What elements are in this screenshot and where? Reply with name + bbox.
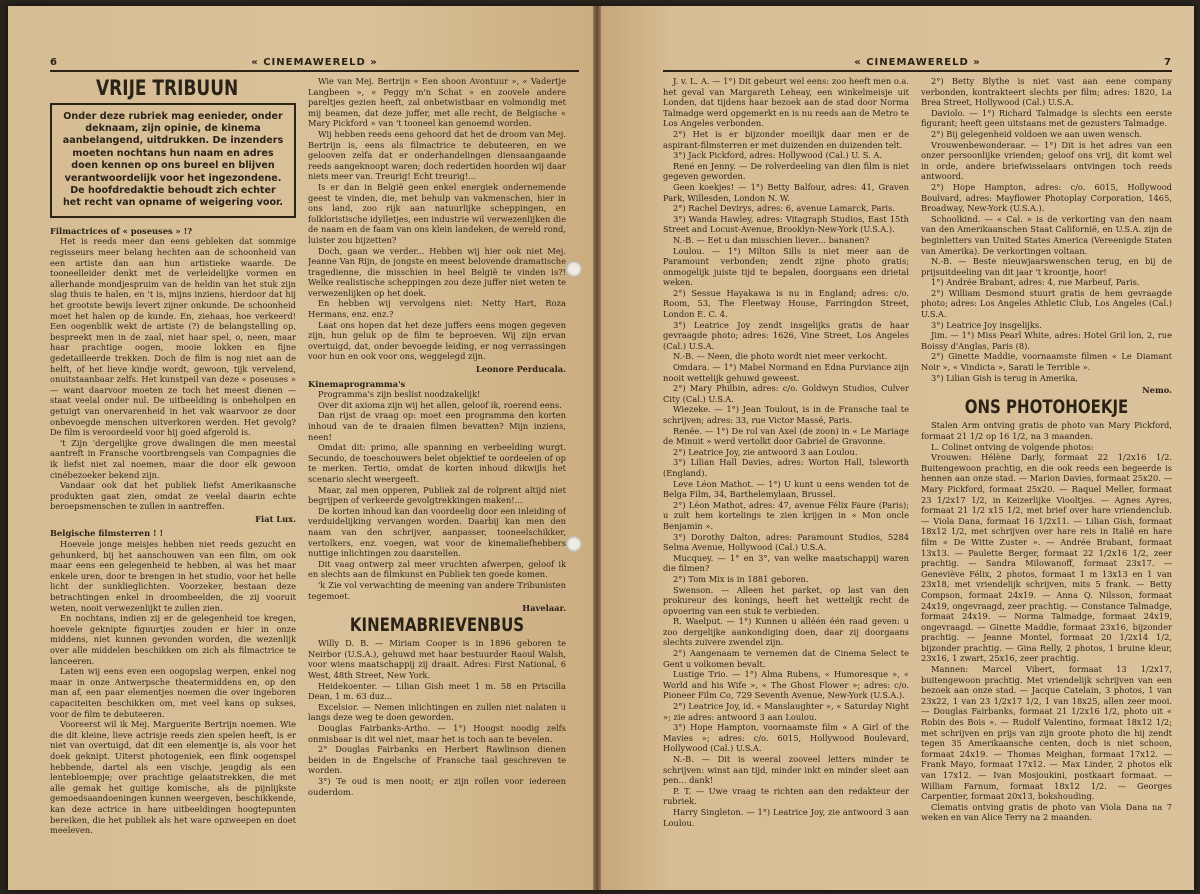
letter-answer: 3°) Jack Pickford, adres: Hollywood (Cal.) U. S. A. (673, 150, 882, 161)
letter-answer: 2°) Mary Philbin, adres: c/o. Goldwyn Studios, Culver City (Cal.) U.S.A. (663, 383, 909, 404)
paragraph: En nochtans, indien zij er de gelegenheid toe kregen, hoevele geknipte figuurtjes zouden er hier in onze middens, niet kunnen gevonden worden, die wezenlijk over alle middelen beschikken om zich als filmactrice te lanceeren. (50, 613, 296, 666)
letter-answer: Geen koekjes! — 1°) Betty Balfour, adres: 41, Graven Park, Willesden, London N. W. (663, 181, 909, 203)
letter-answer: Daviolo. — 1°) Richard Talmadge is slechts een eerste figurant; heeft geen uitstaans met de gezusters Talmadge. (921, 107, 1172, 129)
paragraph: Mannen: Marcel Vibert, formaat 13 1/2x17, buitengewoon prachtig. Met vriendelijk schrijven van een bezoek aan onze stad. — Jacque Catelain, 3 photos, 1 van 23x22, 1 van 23 1/2x17 1/2, 1 van 18x25, allen zeer mooi. — Douglas Fairbanks, formaat 21 1/2x16 1/2, photo uit « Robin des Bois ». — Rudolf Valentino, formaat 18x12 1/2; met schrijven en prijs van zijn groote photo die hij zendt tegen 35 Amerikaansche centen, doch is niet schoon, formaat 24x19. — Thomas Meighan, formaat 17x12. — Frank Mayo, formaat 17x12. — Max Linder, 2 photos elk van 17x12. — Ivan Mosjoukini, postkaart formaat. — William Farnum, formaat 18x12 1/2. — Georges Carpentier, formaat 20x13, bokshouding. (921, 664, 1172, 802)
running-header-left (50, 52, 579, 72)
paragraph: Wie van Mej. Bertrijn « Een shoon Avontuur », « Vadertje Langbeen », « Peggy m'n Schat » en zoovele andere pareltjes gezien heeft, zal onbetwistbaar en volmondig met mij beamen, dat deze juffer, met alle recht, de Belgische « Mary Pickford » van 't tooneel kan genoemd worden. (308, 76, 566, 129)
article-subtitle: Belgische filmsterren ! ! (50, 528, 164, 539)
letter-answer: Renée. — 1°) De rol van Axel (de zoon) in « Le Mariage de Minuit » werd vertolkt door Gabriel de Gravonne. (663, 425, 909, 447)
kinemabrievenbus-title: KINEMABRIEVENBUS (349, 613, 525, 636)
paragraph: Programma's zijn beslist noodzakelijk! (318, 389, 481, 400)
letter-answer: N.-B. — Eet u dan misschien liever... bananen? (673, 234, 870, 245)
letter-answer: Leve Léon Mathot. — 1°) U kunt u eens wenden tot de Belga Film, 34, Barthelemylaan, Brussel. (663, 478, 909, 500)
page-gutter (593, 6, 601, 890)
page-number-left: 6 (50, 57, 58, 68)
letter-answer: 1°) Andrée Brabant, adres: 4, rue Marbeuf, Paris. (931, 277, 1140, 288)
letter-answer: N.-B. — Dit is weeral zooveel letters minder te schrijven: winst aan tijd, minder inkt en minder sleet aan pen... dank! (663, 754, 909, 786)
running-header-right (663, 52, 1172, 72)
left-page (8, 6, 593, 890)
paragraph: Clematis ontving gratis de photo van Viola Dana na 7 weken en van Alice Terry na 2 maanden. (921, 801, 1172, 823)
letter-answer: 3°) Hope Hampton, voornaamste film « A Girl of the Mavies »; adres: c/o. 6015, Hollywood Boulevard, Hollywood (Cal.) U.S.A. (663, 722, 909, 754)
article-subtitle: Kinemaprogramma's (308, 378, 406, 389)
letter-answer: 3°) Leatrice Joy zendt insgelijks gratis de haar gevraagde photo; adres: 1626, Vine Street, Los Angeles (Cal.) U.S.A. (663, 319, 909, 351)
letter-answer: Jim. — 1°) Miss Pearl White, adres: Hotel Gril lon, 2, rue Boissy d'Anglas, Paris (8). (921, 330, 1172, 351)
letter-answer: Omdara. — 1°) Mabel Normand en Edna Purviance zijn nooit wettelijk gehuwd geweest. (663, 362, 909, 383)
paragraph: Vooreerst wil ik Mej. Marguerite Bertrijn noemen. Wie die dit kleine, lieve actrisje reeds zien spelen heeft, is er niet van overtuigd, dat dit een elementje is, als voor het doek geknipt. Uiterst photogeniek, een flink oogenspel hebbende, dartel als een vischje, jeugdig als een lentebloempje; over prachtige gelaatstrekken, die met alle gemak het guitige komische, als de pijnlijkste gemoedsaandoeningen kunnen weergeven, beschikkende, kan deze actrice in hare uitbeeldingen hoogtepunten bereiken, die het publiek als het ware opzweepen en doet meeleven. (50, 719, 296, 836)
binding-hole (566, 261, 582, 277)
letter-answer: N.-B. — Neen, die photo wordt niet meer verkocht. (673, 351, 888, 362)
binding-hole (566, 536, 582, 552)
letter-answer: P. T. — Uwe vraag te richten aan den redakteur der rubriek. (663, 785, 909, 807)
paragraph: De korten inhoud kan dan voordeelig door een inleiding of verduidelijking vervangen worden. Daarbij kan men den naam van den schrijver, aanpasser, tooneelschikker, vertolkers, enz. voegen, wat voor de kinemaliefhebbers nuttige inlichtingen zou daarstellen. (308, 505, 566, 559)
paragraph: Laten wij eens even een oogopslag werpen, enkel nog maar in onze Antwerpsche theatermiddens en, op den man af, een paar elementjes noemen die over ingeboren capaciteiten beschikken om, met veel kans op sukses, voor de film te debuteeren. (50, 666, 296, 719)
page-number-right: 7 (1164, 57, 1172, 68)
signature: Leonore Perducala. (475, 364, 566, 375)
letter-answer: N.-B. — Beste nieuwjaarswenschen terug, en bij de prijsuitdeeling van dit jaar 't kroontje, hoor! (921, 256, 1172, 277)
letter-answer: 2° Douglas Fairbanks en Herbert Rawlinson dienen beiden in de Engelsche of Fransche taal geschreven te worden. (308, 744, 566, 776)
paragraph: Over dit axioma zijn wij het allen, geloof ik, roerend eens. (318, 399, 562, 410)
letter-answer: Schoolkind. — « Cal. » is de verkorting van den naam van den Amerikaanschen Staat Californië, en U.S.A. zijn de beginletters van United States America (Vereenigde Staten van Amerika). De verkortingen voltaan. (921, 213, 1172, 256)
tribune-notice-box: Onder deze rubriek mag eenieder, onder deknaam, zijn opinie, de kinema aanbelangend, uitdrukken. De inzenders moeten nochtans hun naam en adres doen kennen op ons bureel en blijven verantwoordelijk voor het ingezondene. De hoofdredaktie behoudt zich echter het recht van opname of weigering voor. (50, 103, 296, 218)
letter-answer: 2°) Aangenaam te vernemen dat de Cinema Select te Gent u volkomen bevalt. (663, 648, 909, 669)
letter-answer: Swenson. — Alleen het parket, op last van den prokureur des konings, heeft het wettelijk recht de opvoering van een stuk te verbieden. (663, 584, 909, 616)
paragraph: 't Zijn 'dergelijke grove dwalingen die men meestal aantreft in Fransche voortbrengsels van Compagnies die ik liefst niet zal noemen, maar die door elk gewoon cinébezoeker bekend zijn. (50, 437, 296, 480)
letter-answer: 2°) Ginette Maddie, voornaamste filmen « Le Diamant Noir », « Vindicta », Sarati le Terrible ». (921, 351, 1172, 373)
letter-answer: Loulou. — 1°) Milton Sills is niet meer aan de Paramount verbonden; zendt zijne photo gratis; onmogelijk juiste tijd te bepalen, doorgaans een drietal weken. (663, 245, 909, 288)
ons-photohoekje-title: ONS PHOTOHOEKJE (964, 395, 1129, 418)
letter-answer: Willy D. B. — Miriam Cooper is in 1896 geboren te Neirbor (U.S.A.), gehuwd met haar bestuurder Raoul Walsh, voor wiens maatschappij zij draait. Adres: First National, 6 West, 48th Street, New York. (308, 638, 566, 681)
letter-answer: 2°) Leatrice Joy, zie antwoord 3 aan Loulou. (673, 446, 858, 457)
paragraph: Is er dan in België geen enkel energiek ondernemende geest te vinden, die, met behulp van vakmenschen, hier in ons land, zoo rijk aan natuurlijke scheppingen, en folkloristische idylletjes, een industrie wil verwezenlijken die de naam en de faam van ons klein landeken, de wereld rond, luister zou bijzetten? (308, 181, 566, 245)
letter-answer: 3°) Dorothy Dalton, adres: Paramount Studios, 5284 Selma Avenue, Hollywood (Cal.) U.S.A. (663, 531, 909, 553)
paragraph: Stalen Arm ontving gratis de photo van Mary Pickford, formaat 21 1/2 op 16 1/2, na 3 maanden. (921, 420, 1172, 441)
paragraph: Vandaar ook dat het publiek liefst Amerikaansche produkten gaat zien, omdat ze veelal daarin echte beroepsmenschen te zullen in aantreffen. (50, 480, 296, 512)
magazine-spread (8, 6, 1194, 890)
letter-answer: 3°) Leatrice Joy insgelijks. (931, 319, 1042, 330)
letter-answer: 2°) Leatrice Joy, id. « Manslaughter », « Saturday Night »; zie adres: antwoord 3 aan Loulou. (663, 701, 909, 722)
letter-answer: René en Jenny. — De rolverdeeling van dien film is niet gegeven geworden. (663, 160, 909, 182)
letter-answer: Harry Singleton. — 1°) Leatrice Joy, zie antwoord 3 aan Loulou. (663, 806, 909, 828)
letter-answer: Excelsior. — Nemen inlichtingen en zullen niet nalaten u langs deze weg te doen geworden. (308, 701, 566, 723)
paragraph: Doch, gaan we verder... Hebben wij hier ook niet Mej. Jeanne Van Rijn, de jongste en meest belovende dramatische tragedienne, die misschien in heel België te vinden is?! Welke realistische scheppingen zou deze juffer niet weten te verwezenlijken op het doek. (308, 245, 566, 298)
paragraph: Het is reeds meer dan eens gebleken dat sommige regisseurs meer belang hechten aan de schoonheid van een artiste dan aan hun artistieke waarde. De tooneelleider denkt met de verleidelijke vormen en allerhande mondjespruim van de heldin van het stuk zijn slag thuis te halen, en 't is, mijns inziens, hierdoor dat hij het grootste bewijs levert zijner onkunde. De schoonheid moet het halen op de kunde. En, ziehaas, hoe verkeerd! Een oogenblik wekt de artiste (?) de belangstelling op, bespreekt men in de zaal, niet haar spel, o, neen, maar haar prachtige oogen, mooie lokken en fijne gedetailleerde trekken. Doch de film is nog niet aan de helft, of het lieve kindje wordt, gewoon, tijk vervelend, onuitstaanbaar zelfs. Het kunstpeil van deze « poseuses » — want daarvoor moeten ze toch het meest dienen — staat veelal onder nul. De uitbeelding is onbeholpen en getuigt van onervarenheid in het vak waarvoor ze door onbevoegde menschen uitverkoren werden. Het gevolg? De film is veroordeeld voor hij goed afgerold is. (50, 236, 296, 438)
right-column-2 (921, 76, 1172, 882)
paragraph: Vrouwen: Hélène Darly, formaat 22 1/2x16 1/2. Buitengewoon prachtig, en die ook reeds een begeerde is hennen aan onze stad. — Marion Davies, formaat 25x20. — Mary Pickford, formaat 25x20. — Raquel Meller, formaat 23 1/2x17 1/2, in Keizerlijke Viooltjes. — Agnes Ayres, formaat 21 1/2 x15 1/2, met brief over hare vriendenclub. — Viola Dana, formaat 16 1/2x11. — Lilian Gish, formaat 18x12 1/2, met schrijven over hare reis in Italië en hare film « De Witte Zuster ». — Andrée Brabant, formaat 13x13. — Paulette Berger, formaat 22 1/2x16 1/2, zeer prachtig. — Sandra Milowanoff, formaat 23x17. — Geneviève Félix, 2 photos, formaat 1 m 13x13 en 1 van 23x18, met vriendelijk schrijven, mits 5 frank. — Betty Compson, formaat 24x19. — Anna Q. Nilsson, formaat 24x19, ongevraagd, zeer prachtig. — Constance Talmadge, formaat 24x19. — Norma Talmadge, formaat 24x19, ongevraagd. — Ginette Maddie, formaat 23x16, bijzonder prachtig. — Jeanne Montel, formaat 20 1/2x14 1/2, bijzonder prachtig. — Gina Relly, 2 photos, 1 bruine kleur, 23x16, 1 zwart, 25x16, zeer prachtig. (921, 452, 1172, 664)
paragraph: Dit vaag ontwerp zal meer vruchten afwerpen, geloof ik en slechts aan de filmkunst en Publiek ten goede komen. (308, 558, 566, 580)
letter-answer: 2°) Tom Mix is in 1881 geboren. (673, 573, 809, 584)
right-column-1 (663, 76, 909, 882)
letter-answer: Lustige Trio. — 1°) Alma Rubens, « Humoresque », « World and his Wife », « The Ghost Flower »; adres: c/o. Pioneer Film Co, 729 Seventh Avenue, New-York (U.S.A.). (663, 669, 909, 701)
signature: Fiat Lux. (255, 513, 296, 524)
letter-answer: Heidekoenter. — Lilian Gish meet 1 m. 58 en Priscilla Dean, 1 m. 63 duz... (308, 680, 566, 702)
letter-answer: 2°) Het is er bijzonder moeilijk daar men er de aspirant-filmsterren er met duizenden en duizenden telt. (663, 128, 909, 150)
letter-answer: Mucquey. — 1° en 3°, van welke maatschappij waren die filmen? (663, 552, 909, 574)
letter-answer: J. v. L. A. — 1°) Dit gebeurt wel eens: zoo heeft men o.a. het geval van Margareth Leheay, een winkelmeisje uit Londen, dat tijdens haar bezoek aan de stad door Norma Talmadge werd opgemerkt en is nu reeds aan de Metro te Los Angeles verbonden. (663, 76, 909, 129)
letter-answer: 3°) Wanda Hawley, adres: Vitagraph Studios, East 15th Street and Locust-Avenue, Brooklyn-New-York (U.S.A.). (663, 213, 909, 235)
signature: Nemo. (1142, 385, 1172, 396)
paragraph: Laat ons hopen dat het deze juffers eens mogen gegeven zijn, hun geluk op de film te beproeven. Wij zijn ervan overtuigd, dat, onder bevoegde leiding, er nog verrassingen voor hun en ook voor ons, weggelegd zijn. (308, 319, 566, 362)
letter-answer: 2°) William Desmond stuurt gratis de hem gevraagde photo; adres: Los Angeles Athletic Club, Los Angeles (Cal.) U.S.A. (921, 287, 1172, 320)
letter-answer: Vrouwenbewonderaar. — 1°) Dit is het adres van een onzer persoonlijke vrienden; geloof ons vrij, dit komt wel in orde, andere briefwisselaars ontvingen toch reeds antwoord. (921, 139, 1172, 182)
letter-answer: 3°) Lilian Hall Davies, adres: Worton Hall, Isleworth (England). (663, 457, 909, 478)
letter-answer: 3°) Te oud is men nooit; er zijn rollen voor iedereen ouderdom. (308, 776, 566, 797)
paragraph: Omdat dit: primo, alle spanning en verbeelding wurgt. Secundo, de toeschouwers belet objektief te oordeelen of op te merken. Tertio, omdat de korten inhoud dikwijls het scenario slecht weergeeft. (308, 442, 566, 484)
paragraph: Hoevele jonge meisjes hebben niet reeds gezucht en gehunkerd, bij het aanschouwen van een film, om ook maar eens een gelegenheid te hebben, al was het maar enkele uren, door te brengen in het studio, voor het helle licht der sunklieglichten. Voorzeker, bestaan deze betrachtingen enkel in droombeelden, die zij vooruit weten, nooit verwezenlijkt te zullen zien. (50, 539, 296, 613)
left-column-1 (50, 76, 296, 882)
letter-answer: 2°) Sessue Hayakawa is nu in England; adres: c/o. Room, 53, The Fleetway House, Farringdon Street, London E. C. 4. (663, 287, 909, 320)
letter-answer: 3°) Lilian Gish is terug in Amerika. (931, 372, 1078, 383)
letter-answer: 2°) Rachel Devirys, adres: 6, avenue Lamarck, Paris. (673, 203, 895, 214)
masthead-left: « CINEMAWERELD » (251, 57, 378, 68)
paragraph: Dan rijst de vraag op: moet een programma den korten inhoud van de te draaien filmen bevatten? Mijn inziens, neen! (308, 410, 566, 442)
paragraph: L. Colinet ontving de volgende photos: (931, 441, 1094, 452)
paragraph: Maar, zal men opperen, Publiek zal de rolprent altijd niet begrijpen of verkeerde gevolgtrekkingen maken!... (308, 484, 566, 506)
paragraph: 'k Zie vol verwachting de meening van andere Tribunisten tegemoet. (308, 579, 566, 601)
signature: Havelaar. (522, 603, 566, 614)
vrije-tribuun-title: VRIJE TRIBUUN (96, 76, 239, 102)
left-column-2 (308, 76, 566, 882)
right-page (601, 6, 1194, 890)
letter-answer: R. Waelput. — 1°) Kunnen u alléén één raad geven: u zoo dergelijke aankondiging doen, daar zij doorgaans slechts zuivere zwendel zijn. (663, 616, 909, 648)
masthead-right: « CINEMAWERELD » (854, 57, 981, 68)
paragraph: Wij hebben reeds eens gehoord dat het de droom van Mej. Bertrijn is, eens als filmactrice te debuteeren, en we gelooven zelfa dat er onderhandelingen diensaangaande reeds aangeknoopt waren; doch redertiden hoorden wij daar niets meer van. Treurig! Echt treurig!... (308, 128, 566, 182)
letter-answer: 2°) Léon Mathot, adres: 47, avenue Félix Faure (Paris); u zult hem kortelings te zien krijgen in « Mon oncle Benjamin ». (663, 499, 909, 531)
letter-answer: Wiezeke. — 1°) Jean Toulout, is in de Fransche taal te schrijven; adres: 33, rue Victor Massé, Paris. (663, 404, 909, 425)
letter-answer: 2°) Bij gelegenheid voldoen we aan uwen wensch. (931, 128, 1143, 139)
letter-answer: 2°) Betty Blythe is niet vast aan eene company verbonden, kontrakteert slechts per film; adres: 1820, La Brea Street, Hollywood (Cal.) U.S.A. (921, 76, 1172, 108)
article-subtitle: Filmactrices of « poseuses » !? (50, 225, 193, 236)
letter-answer: Douglas Fairbanks-Artho. — 1°) Hoogst noodig zelfs onmisbaar is dit wel niet, maar het is toch aan te bevelen. (308, 723, 566, 744)
paragraph: En hebben wij vervolgens niet: Netty Hart, Roza Hermans, enz. enz.? (308, 298, 566, 320)
letter-answer: 2°) Hope Hampton, adres: c/o. 6015, Hollywood Boulvard, adres: Mayflower Photoplay Corporation, 1465, Broadway, New-York (U.S.A.). (921, 181, 1172, 214)
